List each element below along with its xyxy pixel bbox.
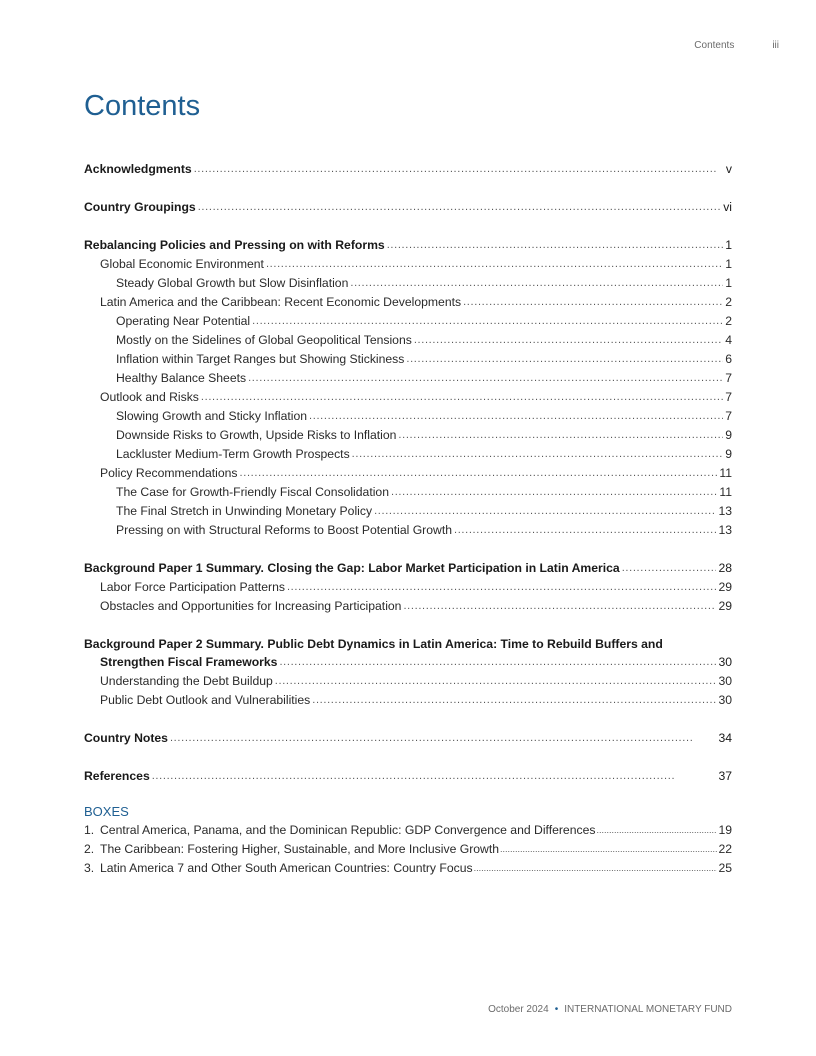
leader-dots bbox=[194, 160, 724, 179]
toc-entry[interactable] bbox=[84, 729, 732, 748]
toc-entry-page: 1 bbox=[725, 276, 732, 290]
toc-entry-title: Country Groupings bbox=[84, 200, 196, 214]
leader-dots bbox=[201, 388, 723, 407]
toc-entry-title: Slowing Growth and Sticky Inflation bbox=[116, 409, 308, 423]
toc-entry[interactable] bbox=[84, 255, 732, 274]
toc-entry-title: Obstacles and Opportunities for Increasing Participation bbox=[100, 599, 402, 613]
toc-entry-page: 13 bbox=[718, 523, 732, 537]
toc-entry-page: 34 bbox=[718, 731, 732, 745]
toc-entry[interactable] bbox=[84, 331, 732, 350]
toc-entry[interactable] bbox=[84, 767, 732, 786]
footer-date: October 2024 bbox=[488, 1004, 549, 1015]
leader-dots bbox=[454, 521, 716, 540]
toc-entry-page: 30 bbox=[718, 693, 732, 707]
toc-entry-title: Global Economic Environment bbox=[100, 257, 264, 271]
box-number: 1. bbox=[84, 823, 95, 837]
toc-entry-title: Background Paper 1 Summary. Closing the Gap: Labor Market Participation in Latin America bbox=[84, 561, 620, 575]
leader-dots bbox=[352, 445, 724, 464]
toc-entry-title: The Final Stretch in Unwinding Monetary Policy bbox=[116, 504, 373, 518]
leader-dots bbox=[248, 369, 723, 388]
toc-entry[interactable] bbox=[84, 274, 732, 293]
toc-entry-title: Downside Risks to Growth, Upside Risks to Inflation bbox=[116, 428, 397, 442]
box-title: The Caribbean: Fostering Higher, Sustainable, and More Inclusive Growth bbox=[100, 842, 500, 856]
toc-entry-page: 7 bbox=[725, 390, 732, 404]
toc-entry-page: 9 bbox=[725, 428, 732, 442]
toc-entry-title: Labor Force Participation Patterns bbox=[100, 580, 285, 594]
toc-entry-title: Country Notes bbox=[84, 731, 168, 745]
leader-dots bbox=[474, 859, 718, 878]
leader-dots bbox=[391, 483, 717, 502]
toc-entry-page: 1 bbox=[725, 257, 732, 271]
table-of-contents bbox=[84, 160, 732, 878]
footer-separator: • bbox=[554, 1004, 559, 1015]
toc-entry-title: Rebalancing Policies and Pressing on with Reforms bbox=[84, 238, 385, 252]
leader-dots bbox=[414, 331, 723, 350]
toc-entry-page: 28 bbox=[718, 561, 732, 575]
toc-main-entries bbox=[84, 160, 732, 616]
box-page: 22 bbox=[718, 842, 732, 856]
leader-dots bbox=[240, 464, 718, 483]
toc-entry-page: 30 bbox=[718, 674, 732, 688]
leader-dots bbox=[406, 350, 723, 369]
toc-entry-page: 7 bbox=[725, 371, 732, 385]
toc-entry-title: Strengthen Fiscal Frameworks bbox=[100, 655, 278, 669]
box-number: 3. bbox=[84, 861, 95, 875]
toc-entry-title: Operating Near Potential bbox=[116, 314, 251, 328]
leader-dots bbox=[596, 821, 717, 840]
toc-entry-title: Steady Global Growth but Slow Disinflation bbox=[116, 276, 349, 290]
toc-after-entries bbox=[84, 672, 732, 786]
toc-entry[interactable] bbox=[84, 350, 732, 369]
leader-dots bbox=[266, 255, 723, 274]
leader-dots bbox=[279, 653, 716, 672]
toc-entry-title: Inflation within Target Ranges but Showing Stickiness bbox=[116, 352, 405, 366]
leader-dots bbox=[252, 312, 723, 331]
leader-dots bbox=[198, 198, 721, 217]
toc-entry-page: 7 bbox=[725, 409, 732, 423]
toc-entry-page: 30 bbox=[718, 655, 732, 669]
toc-entry[interactable] bbox=[84, 312, 732, 331]
toc-entry[interactable] bbox=[84, 559, 732, 578]
toc-entry[interactable] bbox=[84, 597, 732, 616]
toc-entry-page: 6 bbox=[725, 352, 732, 366]
leader-dots bbox=[500, 840, 717, 859]
box-entry[interactable] bbox=[84, 859, 732, 878]
toc-entry-page: 2 bbox=[725, 295, 732, 309]
toc-entry[interactable] bbox=[84, 578, 732, 597]
toc-entry[interactable] bbox=[84, 445, 732, 464]
running-head-page-number: iii bbox=[772, 40, 779, 51]
toc-entry-page: 11 bbox=[719, 466, 732, 480]
box-entry[interactable] bbox=[84, 840, 732, 859]
running-head bbox=[694, 40, 779, 51]
toc-entry[interactable] bbox=[84, 464, 732, 483]
toc-entry[interactable] bbox=[84, 388, 732, 407]
box-number: 2. bbox=[84, 842, 95, 856]
toc-entry[interactable] bbox=[84, 369, 732, 388]
toc-entry-title: Mostly on the Sidelines of Global Geopolitical Tensions bbox=[116, 333, 412, 347]
toc-entry[interactable] bbox=[84, 407, 732, 426]
toc-entry-title: Acknowledgments bbox=[84, 162, 192, 176]
leader-dots bbox=[287, 578, 717, 597]
toc-entry-title: Outlook and Risks bbox=[100, 390, 199, 404]
toc-entry[interactable] bbox=[84, 160, 732, 179]
toc-entry-page: 2 bbox=[725, 314, 732, 328]
leader-dots bbox=[622, 559, 717, 578]
toc-entry[interactable] bbox=[84, 521, 732, 540]
leader-dots bbox=[152, 767, 717, 786]
leader-dots bbox=[350, 274, 723, 293]
toc-entry-page: 4 bbox=[725, 333, 732, 347]
toc-entry-bp2-line2[interactable] bbox=[84, 653, 732, 672]
leader-dots bbox=[309, 407, 723, 426]
boxes-heading: BOXES bbox=[84, 804, 129, 819]
box-entry[interactable] bbox=[84, 821, 732, 840]
toc-entry-page: 37 bbox=[718, 769, 732, 783]
leader-dots bbox=[387, 236, 724, 255]
leader-dots bbox=[374, 502, 716, 521]
toc-entry-page: 9 bbox=[725, 447, 732, 461]
toc-entry-page: 29 bbox=[718, 580, 732, 594]
toc-entry[interactable] bbox=[84, 426, 732, 445]
toc-entry[interactable] bbox=[84, 691, 732, 710]
toc-entry[interactable] bbox=[84, 672, 732, 691]
toc-entry-page: v bbox=[725, 162, 732, 176]
leader-dots bbox=[170, 729, 716, 748]
toc-entry[interactable] bbox=[84, 293, 732, 312]
leader-dots bbox=[463, 293, 723, 312]
leader-dots bbox=[398, 426, 723, 445]
box-title: Central America, Panama, and the Dominican Republic: GDP Convergence and Differences bbox=[100, 823, 596, 837]
toc-entry[interactable] bbox=[84, 236, 732, 255]
toc-entry[interactable] bbox=[84, 198, 732, 217]
toc-entry-page: 1 bbox=[725, 238, 732, 252]
toc-entry-title: Latin America and the Caribbean: Recent Economic Developments bbox=[100, 295, 462, 309]
toc-entry[interactable] bbox=[84, 483, 732, 502]
toc-entry-page: 13 bbox=[718, 504, 732, 518]
toc-entry-title: The Case for Growth-Friendly Fiscal Consolidation bbox=[116, 485, 389, 499]
page-footer bbox=[488, 1004, 732, 1015]
toc-entry-title: Pressing on with Structural Reforms to Boost Potential Growth bbox=[116, 523, 452, 537]
box-page: 25 bbox=[718, 861, 732, 875]
toc-entry-title: References bbox=[84, 769, 150, 783]
toc-entry-page: 11 bbox=[719, 485, 732, 499]
box-title: Latin America 7 and Other South American Countries: Country Focus bbox=[100, 861, 473, 875]
toc-entry-page: 29 bbox=[718, 599, 732, 613]
toc-entry-title: Public Debt Outlook and Vulnerabilities bbox=[100, 693, 311, 707]
leader-dots bbox=[403, 597, 716, 616]
toc-entry-page: vi bbox=[723, 200, 732, 214]
toc-entry-bp2-line1[interactable]: Background Paper 2 Summary. Public Debt Dynamics in Latin America: Time to Rebuild Buffers and bbox=[84, 637, 663, 651]
leader-dots bbox=[312, 691, 716, 710]
toc-entry[interactable] bbox=[84, 502, 732, 521]
toc-entry-title: Policy Recommendations bbox=[100, 466, 238, 480]
box-page: 19 bbox=[718, 823, 732, 837]
toc-entry-title: Understanding the Debt Buildup bbox=[100, 674, 273, 688]
leader-dots bbox=[275, 672, 717, 691]
boxes-list bbox=[84, 821, 732, 878]
footer-org: INTERNATIONAL MONETARY FUND bbox=[564, 1004, 732, 1015]
running-head-section: Contents bbox=[694, 40, 735, 51]
page-title: Contents bbox=[84, 90, 201, 122]
toc-entry-title: Lackluster Medium-Term Growth Prospects bbox=[116, 447, 350, 461]
toc-entry-title: Healthy Balance Sheets bbox=[116, 371, 247, 385]
